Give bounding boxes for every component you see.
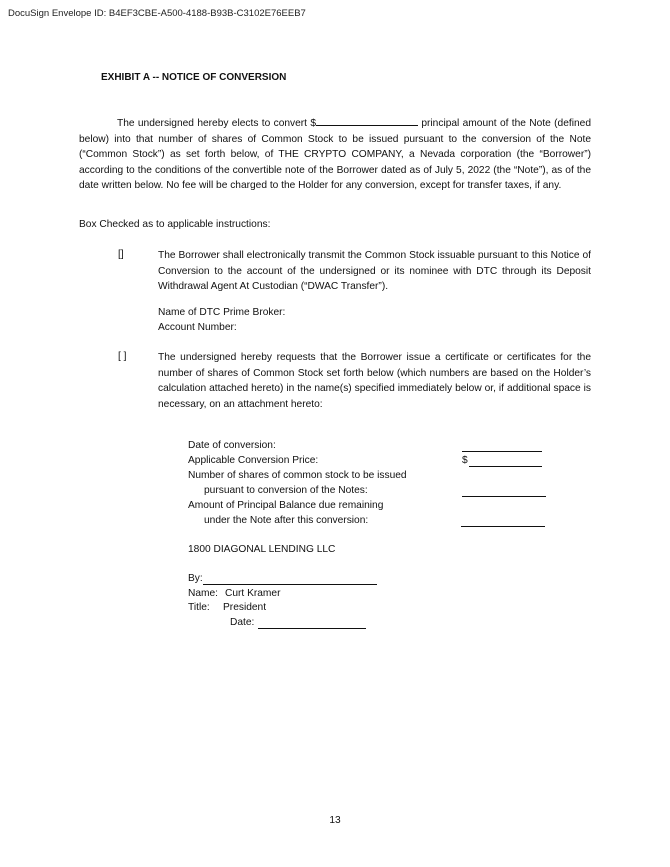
conversion-price-label: Applicable Conversion Price:: [188, 455, 319, 466]
envelope-id: DocuSign Envelope ID: B4EF3CBE-A500-4188-B93B-C3102E76EEB7: [8, 8, 306, 19]
conversion-paragraph: [79, 116, 591, 194]
date-of-conversion-blank[interactable]: [462, 451, 542, 452]
date-of-conversion-label: Date of conversion:: [188, 440, 276, 451]
option-dwac-checkbox[interactable]: []: [118, 249, 124, 260]
conversion-price-blank[interactable]: [469, 466, 542, 467]
company-name: 1800 DIAGONAL LENDING LLC: [188, 544, 336, 555]
signer-title-label: Title:: [188, 602, 210, 613]
principal-label-line1: Amount of Principal Balance due remaining: [188, 500, 384, 511]
shares-label-line1: Number of shares of common stock to be issued: [188, 470, 407, 481]
option-dwac-text: The Borrower shall electronically transmit the Common Stock issuable pursuant to this Notice of Conversion to the account of the undersigned or its nominee with DTC through its Deposit Withdrawal Agent At Custodian (“DWAC Transfer”).: [158, 250, 591, 293]
box-checked-label: Box Checked as to applicable instructions:: [79, 219, 271, 230]
principal-blank[interactable]: [461, 526, 545, 527]
document-title: EXHIBIT A -- NOTICE OF CONVERSION: [101, 72, 287, 83]
signer-title: President: [223, 602, 267, 613]
signature-date-blank[interactable]: [258, 628, 366, 629]
dtc-account-label: Account Number:: [158, 322, 237, 333]
dtc-broker-label: Name of DTC Prime Broker:: [158, 307, 286, 318]
option-certificate-text: The undersigned hereby requests that the Borrower issue a certificate or certificates for the number of shares of Common Stock set forth below (which numbers are based on the Holder’s calculation attached hereto) in the name(s) specified immediately below or, if additional space is necessary, on an attachment hereto:: [158, 352, 591, 410]
signer-name-label: Name:: [188, 588, 219, 599]
option-certificate-checkbox[interactable]: [ ]: [118, 351, 127, 362]
principal-label-line2: under the Note after this conversion:: [204, 515, 369, 526]
signature-blank[interactable]: [203, 584, 377, 585]
signer-name: Curt Kramer: [225, 588, 281, 599]
by-label: By:: [188, 573, 203, 584]
shares-blank[interactable]: [462, 496, 546, 497]
intro-text-end: principal amount of the Note (defined below) into that number of shares of Common Stock to be issued pursuant to the conversion of the Note (“Common Stock”) as set forth below, of THE CRYPTO COMPANY, a Nevada corporation (the “Borrower”) according to the conditions of the convertible note of the Borrower dated as of July 5, 2022 (the “Note”), as of the date written below. No fee will be charged to the Holder for any conversion, except for transfer taxes, if any.: [79, 118, 591, 192]
conversion-price-dollar: $: [462, 455, 468, 466]
shares-label-line2: pursuant to conversion of the Notes:: [204, 485, 368, 496]
principal-amount-blank[interactable]: [316, 116, 418, 126]
signature-date-label: Date:: [230, 617, 255, 628]
intro-text-start: The undersigned hereby elects to convert $: [117, 118, 317, 129]
page-number: 13: [329, 815, 341, 826]
